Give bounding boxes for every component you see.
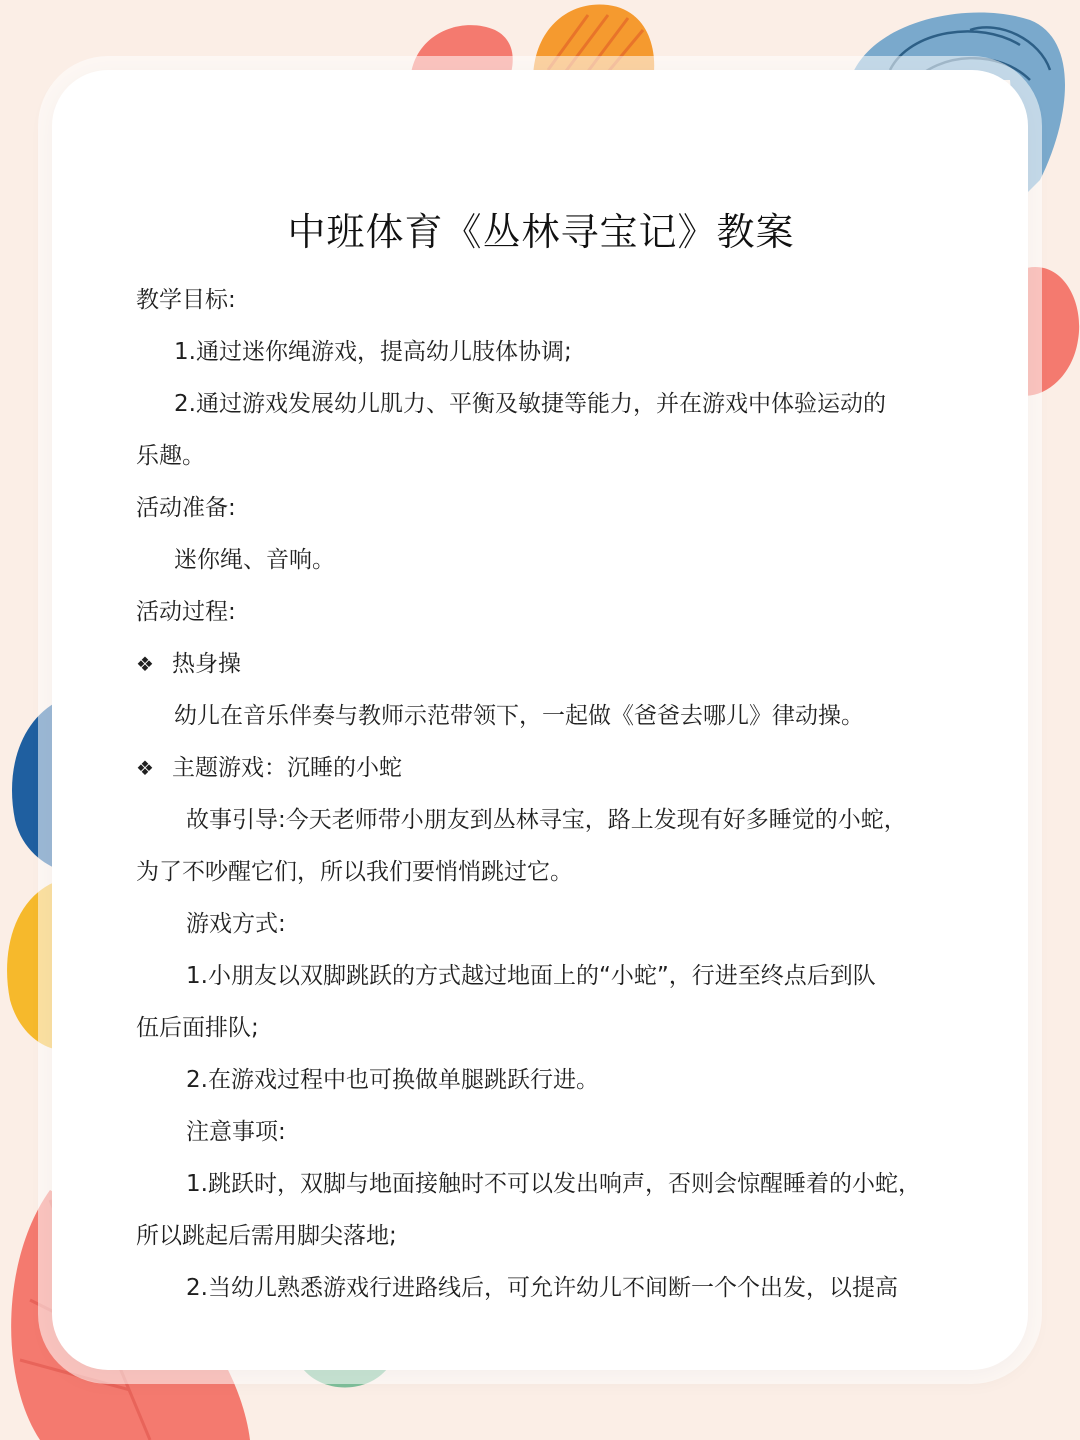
heading-activity-prep: 活动准备: [136, 495, 236, 521]
heading-notes: 注意事项: [186, 1119, 286, 1145]
goal-item-1: 1.通过迷你绳游戏，提高幼儿肢体协调; [174, 339, 572, 365]
note-item-2-line1: 2.当幼儿熟悉游戏行进路线后，可允许幼儿不间断一个个出发，以提高 [186, 1275, 898, 1301]
section-warmup-label: 热身操 [172, 651, 241, 677]
warmup-text: 幼儿在音乐伴奏与教师示范带领下，一起做《爸爸去哪儿》律动操。 [174, 703, 864, 729]
decor-blue-left-blob [0, 700, 60, 870]
heading-activity-process: 活动过程: [136, 599, 236, 625]
heading-teaching-goals: 教学目标: [136, 287, 236, 313]
method-item-1-line1: 1.小朋友以双脚跳跃的方式越过地面上的“小蛇”，行进至终点后到队 [186, 963, 876, 989]
section-theme-game [136, 742, 946, 794]
story-line-2: 为了不吵醒它们，所以我们要悄悄跳过它。 [136, 859, 573, 885]
note-item-1-line1: 1.跳跃时，双脚与地面接触时不可以发出响声，否则会惊醒睡着的小蛇， [186, 1171, 921, 1197]
section-theme-game-label: 主题游戏：沉睡的小蛇 [172, 755, 402, 781]
lesson-plan-document [136, 200, 946, 1314]
goal-item-2-line2: 乐趣。 [136, 443, 205, 469]
decor-yellow-left-blob [0, 880, 60, 1050]
method-item-1-line2: 伍后面排队; [136, 1015, 259, 1041]
decor-orange-leaf [528, 0, 658, 80]
note-item-1-line2: 所以跳起后需用脚尖落地; [136, 1223, 397, 1249]
story-line-1: 故事引导:今天老师带小朋友到丛林寻宝，路上发现有好多睡觉的小蛇， [186, 807, 907, 833]
heading-game-method: 游戏方式: [186, 911, 286, 937]
prep-items: 迷你绳、音响。 [174, 547, 335, 573]
diamond-bullet-icon: ❖ [136, 756, 154, 780]
method-item-2: 2.在游戏过程中也可换做单腿跳跃行进。 [186, 1067, 599, 1093]
diamond-bullet-icon: ❖ [136, 652, 154, 676]
decor-coral-right-blob [1020, 260, 1080, 400]
goal-item-2-line1: 2.通过游戏发展幼儿肌力、平衡及敏捷等能力，并在游戏中体验运动的 [174, 391, 886, 417]
page-title: 中班体育《丛林寻宝记》教案 [287, 210, 795, 254]
section-warmup [136, 638, 946, 690]
